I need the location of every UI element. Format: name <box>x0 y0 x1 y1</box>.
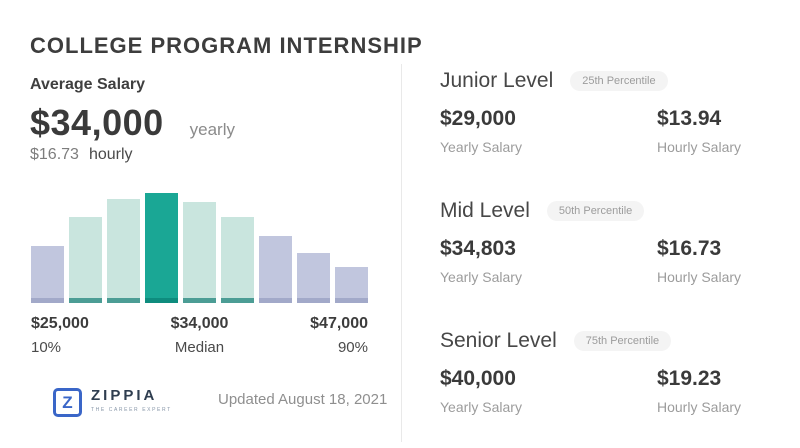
zippia-brand-text: ZIPPIA <box>91 387 158 404</box>
hourly-label: Hourly Salary <box>657 139 742 155</box>
marker-label: 10% <box>31 339 62 356</box>
yearly-label: Yearly Salary <box>440 139 522 155</box>
level-section-junior <box>440 68 790 155</box>
zippia-logo-letter: Z <box>62 392 73 412</box>
vertical-divider <box>401 64 402 442</box>
histogram-bar <box>335 267 368 303</box>
page-title: COLLEGE PROGRAM INTERNSHIP <box>30 33 423 58</box>
histogram-bar <box>145 193 178 303</box>
level-values <box>440 238 790 285</box>
zippia-wordmark <box>91 387 172 413</box>
average-hourly-value: $16.73 <box>30 146 79 163</box>
marker-value: $47,000 <box>310 315 368 332</box>
level-name: Senior Level <box>440 329 557 352</box>
marker-median <box>171 315 229 356</box>
yearly-label: Yearly Salary <box>440 269 522 285</box>
average-yearly-value: $34,000 <box>30 102 164 143</box>
marker-label: 90% <box>337 339 368 356</box>
yearly-column <box>440 108 657 155</box>
level-name: Mid Level <box>440 199 530 222</box>
average-hourly-unit: hourly <box>88 146 133 163</box>
histogram-bar <box>31 246 64 303</box>
hourly-value: $13.94 <box>657 107 722 130</box>
marker-label: Median <box>174 339 225 356</box>
average-hourly-row <box>30 146 133 164</box>
histogram-bar <box>297 253 330 303</box>
histogram-bar <box>259 236 292 303</box>
level-values <box>440 368 790 415</box>
yearly-label: Yearly Salary <box>440 399 522 415</box>
yearly-value: $29,000 <box>440 107 516 130</box>
zippia-tagline: THE CAREER EXPERT <box>91 407 172 413</box>
histogram-bar <box>107 199 140 303</box>
level-section-mid <box>440 198 790 285</box>
percentile-badge: 75th Percentile <box>574 331 671 351</box>
updated-date: Updated August 18, 2021 <box>218 391 388 408</box>
yearly-value: $40,000 <box>440 367 516 390</box>
marker-90th-percentile <box>310 315 368 356</box>
level-values <box>440 108 790 155</box>
percentile-badge: 50th Percentile <box>547 201 644 221</box>
hourly-label: Hourly Salary <box>657 399 742 415</box>
salary-histogram-bars <box>31 193 368 303</box>
level-name: Junior Level <box>440 69 554 92</box>
histogram-bar <box>69 217 102 303</box>
marker-value: $25,000 <box>31 315 89 332</box>
salary-histogram-markers <box>31 315 368 359</box>
yearly-column <box>440 368 657 415</box>
percentile-badge: 25th Percentile <box>570 71 667 91</box>
hourly-value: $16.73 <box>657 237 722 260</box>
marker-10th-percentile <box>31 315 89 356</box>
average-yearly-row <box>30 102 235 144</box>
average-yearly-unit: yearly <box>189 120 235 139</box>
hourly-column <box>657 238 741 285</box>
level-header <box>440 198 790 224</box>
histogram-bar <box>221 217 254 303</box>
hourly-label: Hourly Salary <box>657 269 742 285</box>
level-header <box>440 328 790 354</box>
hourly-column <box>657 108 741 155</box>
zippia-logo-icon <box>53 388 82 417</box>
yearly-column <box>440 238 657 285</box>
level-header <box>440 68 790 94</box>
hourly-column <box>657 368 741 415</box>
histogram-bar <box>183 202 216 303</box>
marker-value: $34,000 <box>170 315 229 332</box>
yearly-value: $34,803 <box>440 237 516 260</box>
average-salary-label: Average Salary <box>30 76 146 93</box>
hourly-value: $19.23 <box>657 367 722 390</box>
salary-histogram <box>31 193 368 359</box>
level-section-senior <box>440 328 790 415</box>
